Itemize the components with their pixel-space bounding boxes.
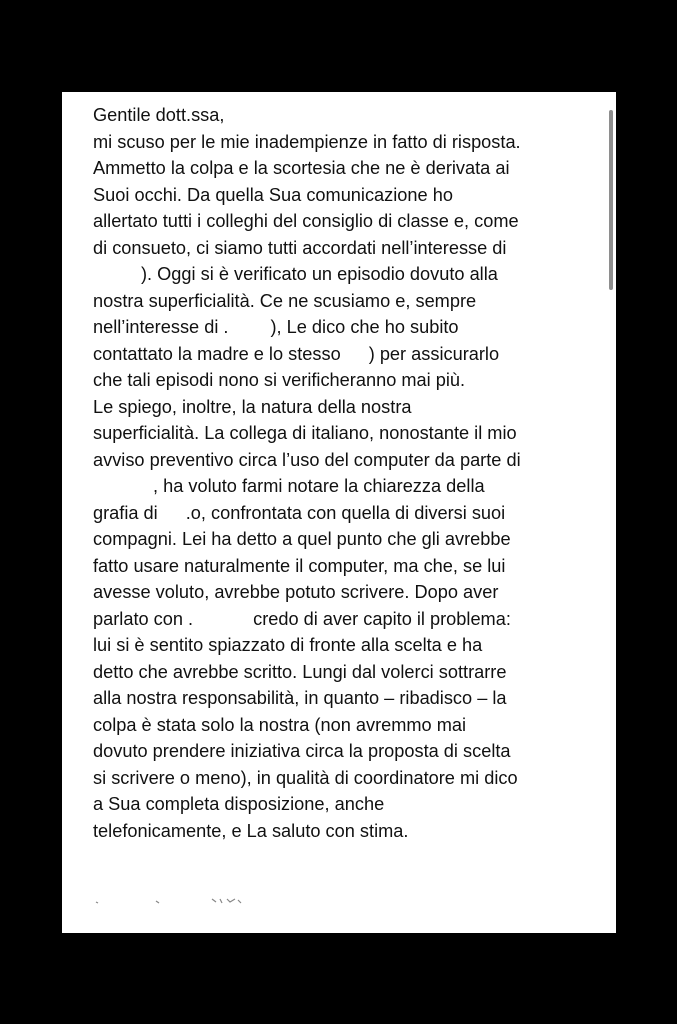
- letter-line-text: ) per assicurarlo: [368, 343, 500, 364]
- letter-line: lui si è sentito spiazzato di fronte alla scelta e ha: [93, 635, 483, 655]
- letter-line: allertato tutti i colleghi del consiglio di classe e, come: [93, 211, 519, 231]
- letter-line: [93, 606, 593, 633]
- letter-line-text: , ha voluto farmi notare la chiarezza della: [153, 476, 485, 496]
- cropped-signature-fragment: [94, 893, 244, 905]
- letter-line: mi scuso per le mie inadempienze in fatto di risposta.: [93, 131, 521, 152]
- letter-line: fatto usare naturalmente il computer, ma che, se lui: [93, 555, 506, 576]
- redacted-name: [228, 316, 270, 336]
- letter-line: avviso preventivo circa l’uso del computer da parte di: [93, 449, 521, 470]
- letter-line-text: contattato la madre e lo stesso: [93, 343, 341, 364]
- salutation-line: Gentile dott.ssa,: [93, 105, 225, 125]
- letter-line-text: credo di aver capito il problema:: [253, 608, 511, 629]
- letter-body: [93, 102, 593, 844]
- letter-line: a Sua completa disposizione, anche: [93, 794, 385, 814]
- letter-line: [93, 261, 593, 288]
- letter-line: avesse voluto, avrebbe potuto scrivere. Dopo aver: [93, 582, 499, 602]
- letter-line-text: nell’interesse di .: [93, 317, 229, 337]
- letter-line: Ammetto la colpa e la scortesia che ne è derivata ai: [93, 158, 510, 178]
- redacted-name: [193, 608, 253, 628]
- letter-line-text: ), Le dico che ho subito: [270, 317, 459, 337]
- closing-line: telefonicamente, e La saluto con stima.: [93, 820, 409, 841]
- letter-line: nostra superficialità. Ce ne scusiamo e, sempre: [93, 290, 477, 311]
- letter-line: [93, 314, 593, 341]
- letter-line: [93, 500, 593, 527]
- document-page[interactable]: [62, 92, 616, 933]
- letter-line: detto che avrebbe scritto. Lungi dal volerci sottrarre: [93, 661, 507, 682]
- letter-line: [93, 341, 593, 368]
- redacted-name: [158, 502, 186, 522]
- letter-line: si scrivere o meno), in qualità di coordinatore mi dico: [93, 767, 518, 788]
- redacted-name: [341, 343, 369, 363]
- letter-line: superficialità. La collega di italiano, nonostante il mio: [93, 423, 517, 443]
- letter-line: di consueto, ci siamo tutti accordati nell’interesse di: [93, 237, 507, 258]
- redacted-name: [93, 263, 141, 283]
- letter-line-text: parlato con .: [93, 608, 194, 629]
- letter-line: compagni. Lei ha detto a quel punto che gli avrebbe: [93, 529, 511, 549]
- letter-line: che tali episodi nono si verificheranno mai più.: [93, 370, 466, 390]
- letter-line: alla nostra responsabilità, in quanto – ribadisco – la: [93, 688, 507, 708]
- vertical-scrollbar[interactable]: [609, 110, 613, 290]
- redacted-name: [93, 475, 153, 495]
- letter-line-text: grafia di: [93, 502, 158, 523]
- letter-line: Suoi occhi. Da quella Sua comunicazione ho: [93, 184, 453, 205]
- signature-strokes: [94, 893, 244, 905]
- letter-line: colpa è stata solo la nostra (non avremmo mai: [93, 714, 467, 735]
- letter-line: [93, 473, 593, 500]
- letter-line: Le spiego, inoltre, la natura della nostra: [93, 396, 412, 417]
- letter-line-text: ). Oggi si è verificato un episodio dovuto alla: [141, 264, 498, 284]
- letter-line-text: .o, confrontata con quella di diversi suoi: [185, 502, 506, 523]
- letter-line: dovuto prendere iniziativa circa la proposta di scelta: [93, 741, 511, 761]
